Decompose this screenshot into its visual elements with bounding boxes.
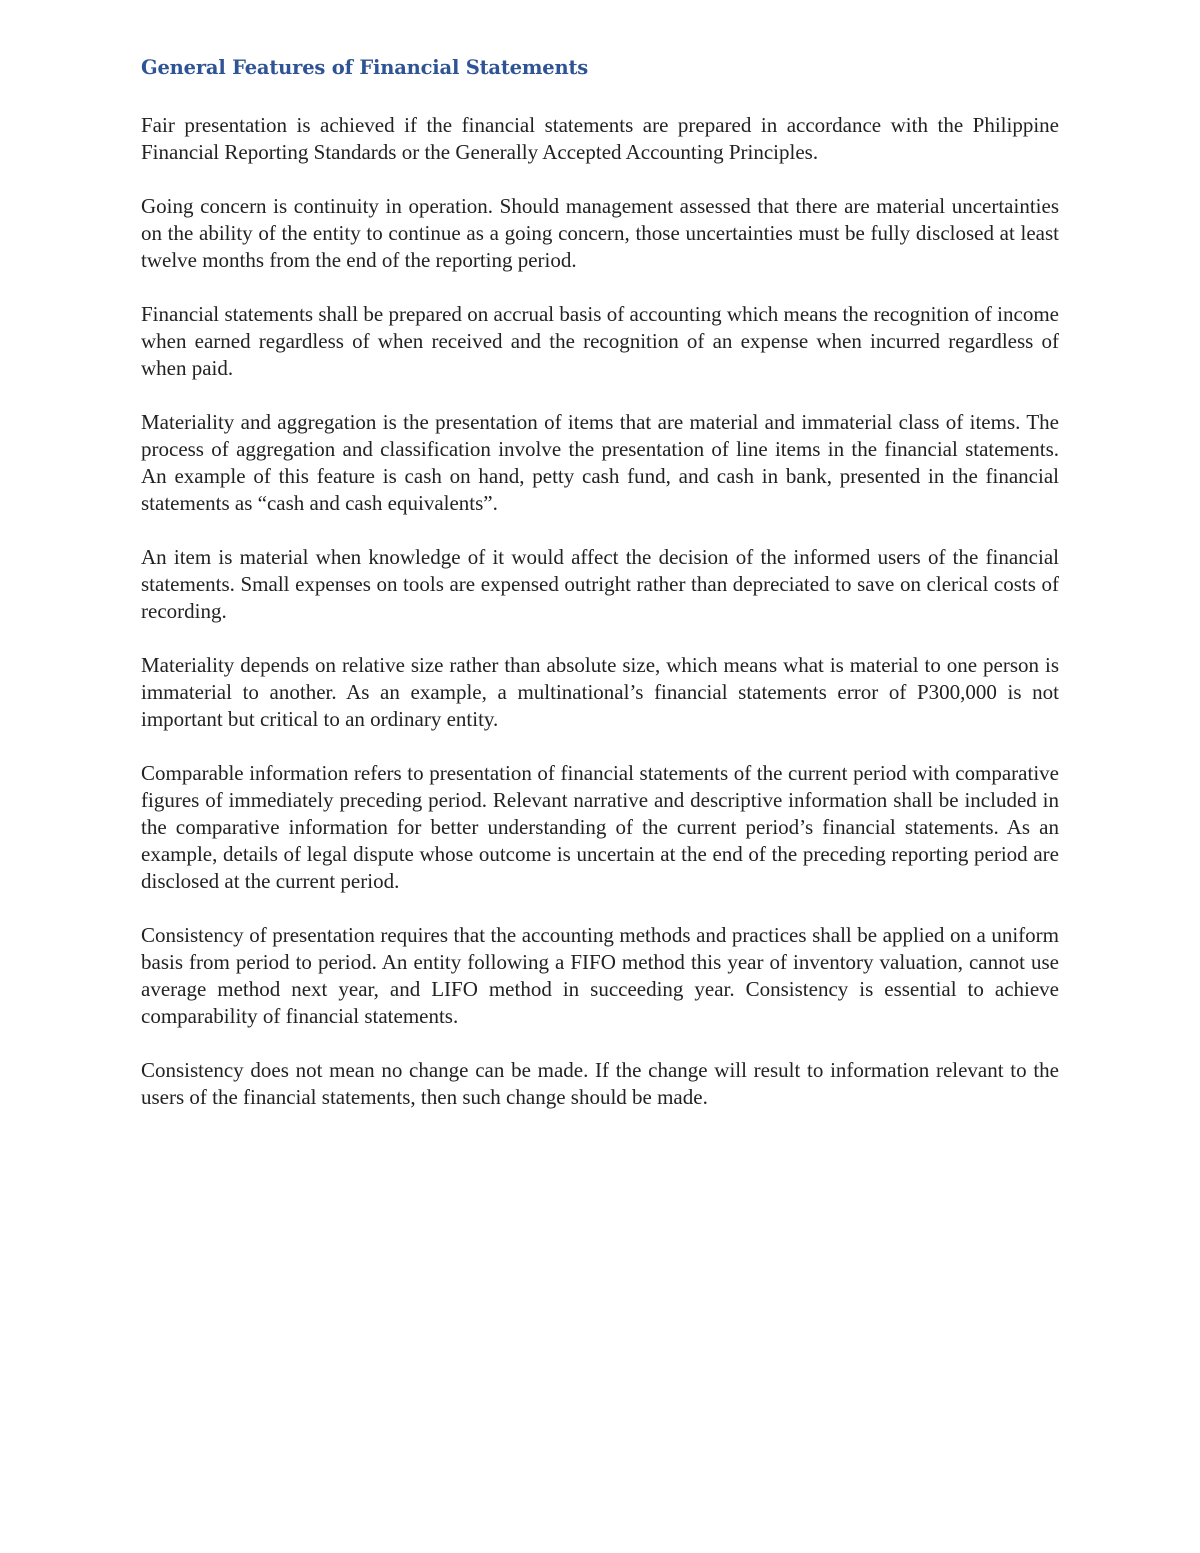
document-page [141,54,1059,1138]
paragraph-accrual-basis: Financial statements shall be prepared on accrual basis of accounting which means the recognition of income when earned regardless of when received and the recognition of an expense when incurred regardless of when paid. [141,302,1059,380]
paragraph-relative-size: Materiality depends on relative size rather than absolute size, which means what is material to one person is immaterial to another. As an example, a multinational’s financial statements error of P300,000 is not important but critical to an ordinary entity. [141,653,1059,731]
paragraph-fair-presentation: Fair presentation is achieved if the financial statements are prepared in accordance with the Philippine Financial Reporting Standards or the Generally Accepted Accounting Principles. [141,113,1059,164]
paragraph-materiality-aggregation: Materiality and aggregation is the presentation of items that are material and immaterial class of items. The process of aggregation and classification involve the presentation of line items in the financial statements. An example of this feature is cash on hand, petty cash fund, and cash in bank, presented in the financial statements as “cash and cash equivalents”. [141,410,1059,515]
paragraph-material-item: An item is material when knowledge of it would affect the decision of the informed users of the financial statements. Small expenses on tools are expensed outright rather than depreciated to save on clerical costs of recording. [141,545,1059,623]
paragraph-comparable-information: Comparable information refers to presentation of financial statements of the current period with comparative figures of immediately preceding period. Relevant narrative and descriptive information shall be included in the comparative information for better understanding of the current period’s financial statements. As an example, details of legal dispute whose outcome is uncertain at the end of the preceding reporting period are disclosed at the current period. [141,761,1059,893]
paragraph-consistency-change: Consistency does not mean no change can be made. If the change will result to information relevant to the users of the financial statements, then such change should be made. [141,1058,1059,1109]
document-title: General Features of Financial Statements [141,56,589,79]
paragraph-consistency-presentation: Consistency of presentation requires that the accounting methods and practices shall be applied on a uniform basis from period to period. An entity following a FIFO method this year of inventory valuation, cannot use average method next year, and LIFO method in succeeding year. Consistency is essential to achieve comparability of financial statements. [141,923,1059,1028]
paragraph-going-concern: Going concern is continuity in operation. Should management assessed that there are material uncertainties on the ability of the entity to continue as a going concern, those uncertainties must be fully disclosed at least twelve months from the end of the reporting period. [141,194,1059,272]
